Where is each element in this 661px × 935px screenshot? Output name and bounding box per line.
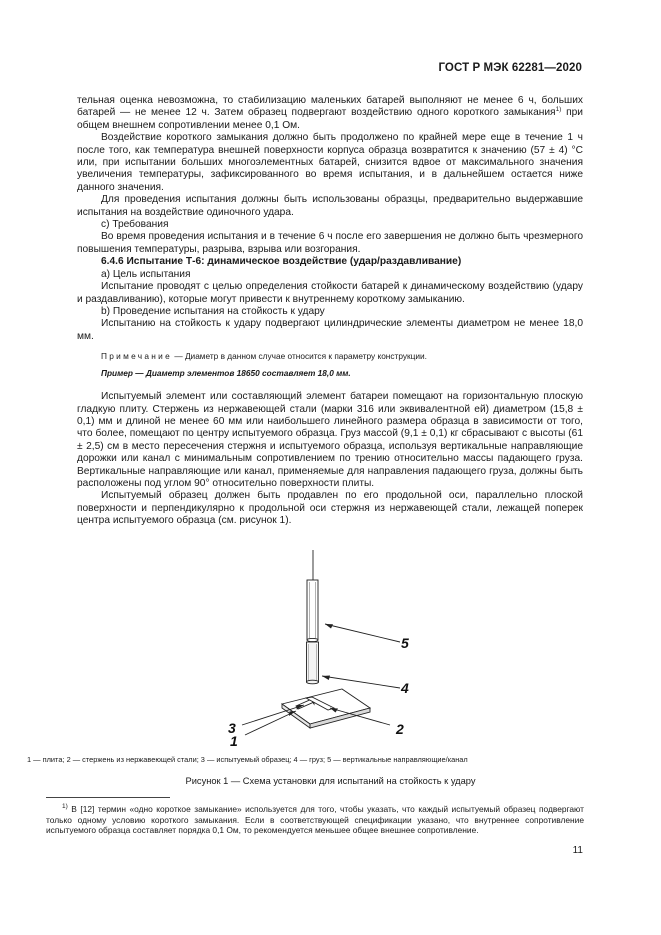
- example: Пример — Диаметр элементов 18650 составляет 18,0 мм.: [101, 368, 351, 379]
- main-text: [77, 95, 583, 528]
- footnote: [46, 804, 584, 836]
- footnote-text: В [12] термин «одно короткое замыкание» используется для того, чтобы указать, что каждый испытуемый образец подвергают только одному условию короткого замыкания. Если в соответствующей спецификации указано, что внутреннее сопротивление испытуемого образца составляет порядка 0,1 Ом, то рекомендуется меньшее общее внешнее сопротивление.: [46, 804, 584, 836]
- leader-arrow-4: [322, 676, 400, 688]
- guide-tube: [307, 580, 318, 640]
- label-1: 1: [230, 733, 238, 748]
- subheading-procedure: b) Проведение испытания на стойкость к удару: [101, 305, 325, 317]
- paragraph: Во время проведения испытания и в течение 6 ч после его завершения не должно быть чрезмерного повышения температуры, разрыва, взрыва или возгорания.: [77, 231, 583, 255]
- page-number: 11: [572, 845, 583, 856]
- paragraph-text: тельная оценка невозможна, то стабилизацию маленьких батарей выполняют не менее 6 ч, больших батарей — не менее 12 ч. Затем образец подвергают воздействию одного короткого замыкания: [77, 95, 583, 119]
- paragraph: Для проведения испытания должны быть использованы образцы, предварительно выдержавшие испытания на воздействие одиночного удара.: [77, 194, 583, 218]
- paragraph: Испытанию на стойкость к удару подвергают цилиндрические элементы диаметром не менее 18,0 мм.: [77, 318, 583, 342]
- paragraph-text: при общем внешнем сопротивлении менее 0,1 Ом.: [77, 107, 583, 131]
- note: [77, 351, 583, 362]
- impact-test-diagram: [200, 548, 450, 748]
- paragraph: Испытуемый образец должен быть продавлен по его продольной оси, параллельно плоской поверхности и перпендикулярно к продольной оси стержня из нержавеющей стали, лежащей поперек центра испытуемого образца (см. рисунок 1).: [77, 490, 583, 527]
- footnote-marker: 1): [62, 803, 68, 810]
- document-header: ГОСТ Р МЭК 62281—2020: [438, 62, 582, 74]
- paragraph: Воздействие короткого замыкания должно быть продолжено по крайней мере еще в течение 1 ч после того, как температура внешней поверхности корпуса образца возвратится к значению (57 ± 4) °С или, при испытании больших многоэлементных батарей, снизится вдвое от максимального значения увеличения температуры, зафиксированного во время испытания, и в дальнейшем остается ниже данного значения.: [77, 132, 583, 193]
- leader-arrow-5: [325, 624, 400, 642]
- paragraph: [77, 95, 583, 132]
- note-text: — Диаметр в данном случае относится к параметру конструкции.: [172, 351, 427, 362]
- figure-caption: Рисунок 1 — Схема установки для испытаний на стойкость к удару: [185, 776, 476, 786]
- section-heading: 6.4.6 Испытание Т-6: динамическое воздействие (удар/раздавливание): [101, 256, 462, 268]
- footnote-divider: [46, 797, 170, 798]
- paragraph: Испытуемый элемент или составляющий элемент батареи помещают на горизонтальную плоскую гладкую плиту. Стержень из нержавеющей стали (марки 316 или эквивалентной ей) диаметром (15,8 ± 0,1) мм и длиной не менее 60 мм или наибольшего линейного размера образца в зависимости от того, что более, помещают по центру испытуемого образца. Груз массой (9,1 ± 0,1) кг сбрасывают с высоты (61 ± 2,5) см в место пересечения стержня и испытуемого образца, используя вертикальные направляющие дорожки или канал с минимальным сопротивлением по трению относительно массы падающего груза. Вертикальные направляющие или канал, применяемые для направления падающего груза, должны быть расположены под углом 90° относительно поверхности плиты.: [77, 391, 583, 489]
- label-2: 2: [396, 721, 404, 737]
- label-5: 5: [401, 635, 409, 651]
- footnote-ref: 1): [555, 106, 562, 114]
- leader-arrow-1: [245, 711, 296, 735]
- label-3: 3: [228, 720, 236, 736]
- label-4: 4: [401, 680, 409, 696]
- figure-legend: 1 — плита; 2 — стержень из нержавеющей стали; 3 — испытуемый образец; 4 — груз; 5 — вертикальные направляющие/канал: [27, 755, 468, 764]
- subheading-requirements: с) Требования: [101, 219, 169, 231]
- subheading-purpose: а) Цель испытания: [101, 268, 191, 280]
- paragraph: Испытание проводят с целью определения стойкости батарей к динамическому воздействию (удару и раздавливанию), которые могут привести к внутреннему короткому замыканию.: [77, 281, 583, 305]
- note-label: Примечание: [101, 351, 173, 362]
